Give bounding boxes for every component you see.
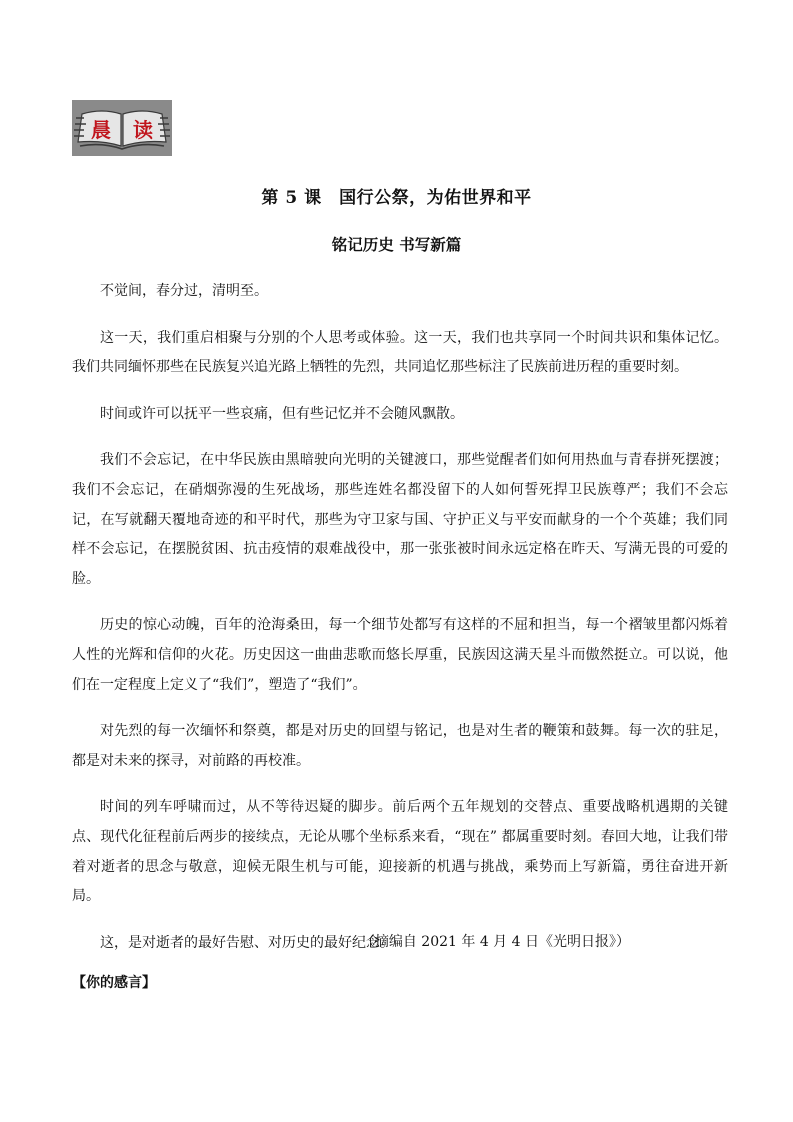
paragraph: 时间的列车呼啸而过，从不等待迟疑的脚步。前后两个五年规划的交替点、重要战略机遇期的关键点、现代化征程前后两步的接续点，无论从哪个坐标系来看，“现在” 都属重要时刻。春回大地，让我们带着对逝者的思念与敬意，迎候无限生机与可能，迎接新的机遇与挑战，乘势而上写新篇，勇往奋进开新局。 bbox=[72, 799, 728, 905]
paragraph: 这，是对逝者的最好告慰、对历史的最好纪念。 bbox=[100, 934, 394, 951]
article-subtitle: 铭记历史 书写新篇 bbox=[331, 235, 462, 254]
paragraph: 历史的惊心动魄，百年的沧海桑田，每一个细节处都写有这样的不屈和担当，每一个褶皱里都闪烁着人性的光辉和信仰的火花。历史因这一曲曲悲歌而悠长厚重，民族因这满天星斗而傲然挺立。可以说，他们在一定程度上定义了“我们”，塑造了“我们”。 bbox=[72, 617, 728, 693]
lesson-title: 第 5 课 国行公祭，为佑世界和平 bbox=[261, 188, 532, 208]
book-logo-icon bbox=[72, 100, 172, 156]
paragraph: 对先烈的每一次缅怀和祭奠，都是对历史的回望与铭记，也是对生者的鞭策和鼓舞。每一次的驻足，都是对未来的探寻，对前路的再校准。 bbox=[72, 723, 728, 769]
section-label: 【你的感言】 bbox=[72, 975, 156, 991]
paragraph: 时间或许可以抚平一些哀痛，但有些记忆并不会随风飘散。 bbox=[100, 405, 464, 422]
article-body bbox=[72, 277, 728, 975]
paragraph: 不觉间，春分过，清明至。 bbox=[100, 283, 268, 299]
logo-char-2: 读 bbox=[133, 118, 153, 142]
paragraph: 我们不会忘记，在中华民族由黑暗驶向光明的关键渡口，那些觉醒者们如何用热血与青春拼死摆渡；我们不会忘记，在硝烟弥漫的生死战场，那些连姓名都没留下的人如何誓死捍卫民族尊严；我们不会忘记，在写就翻天覆地奇迹的和平时代，那些为守卫家与国、守护正义与平安而献身的一个个英雄；我们同样不会忘记，在摆脱贫困、抗击疫情的艰难战役中，那一张张被时间永远定格在昨天、写满无畏的可爱的脸。 bbox=[72, 452, 728, 587]
logo-char-1: 晨 bbox=[91, 118, 111, 142]
paragraph: 这一天，我们重启相聚与分别的个人思考或体验。这一天，我们也共享同一个时间共识和集体记忆。我们共同缅怀那些在民族复兴追光路上牺牲的先烈，共同追忆那些标注了民族前进历程的重要时刻。 bbox=[72, 329, 728, 376]
source-citation: （摘编自 2021 年 4 月 4 日《光明日报》） bbox=[360, 934, 630, 950]
morning-reading-logo bbox=[72, 100, 172, 156]
